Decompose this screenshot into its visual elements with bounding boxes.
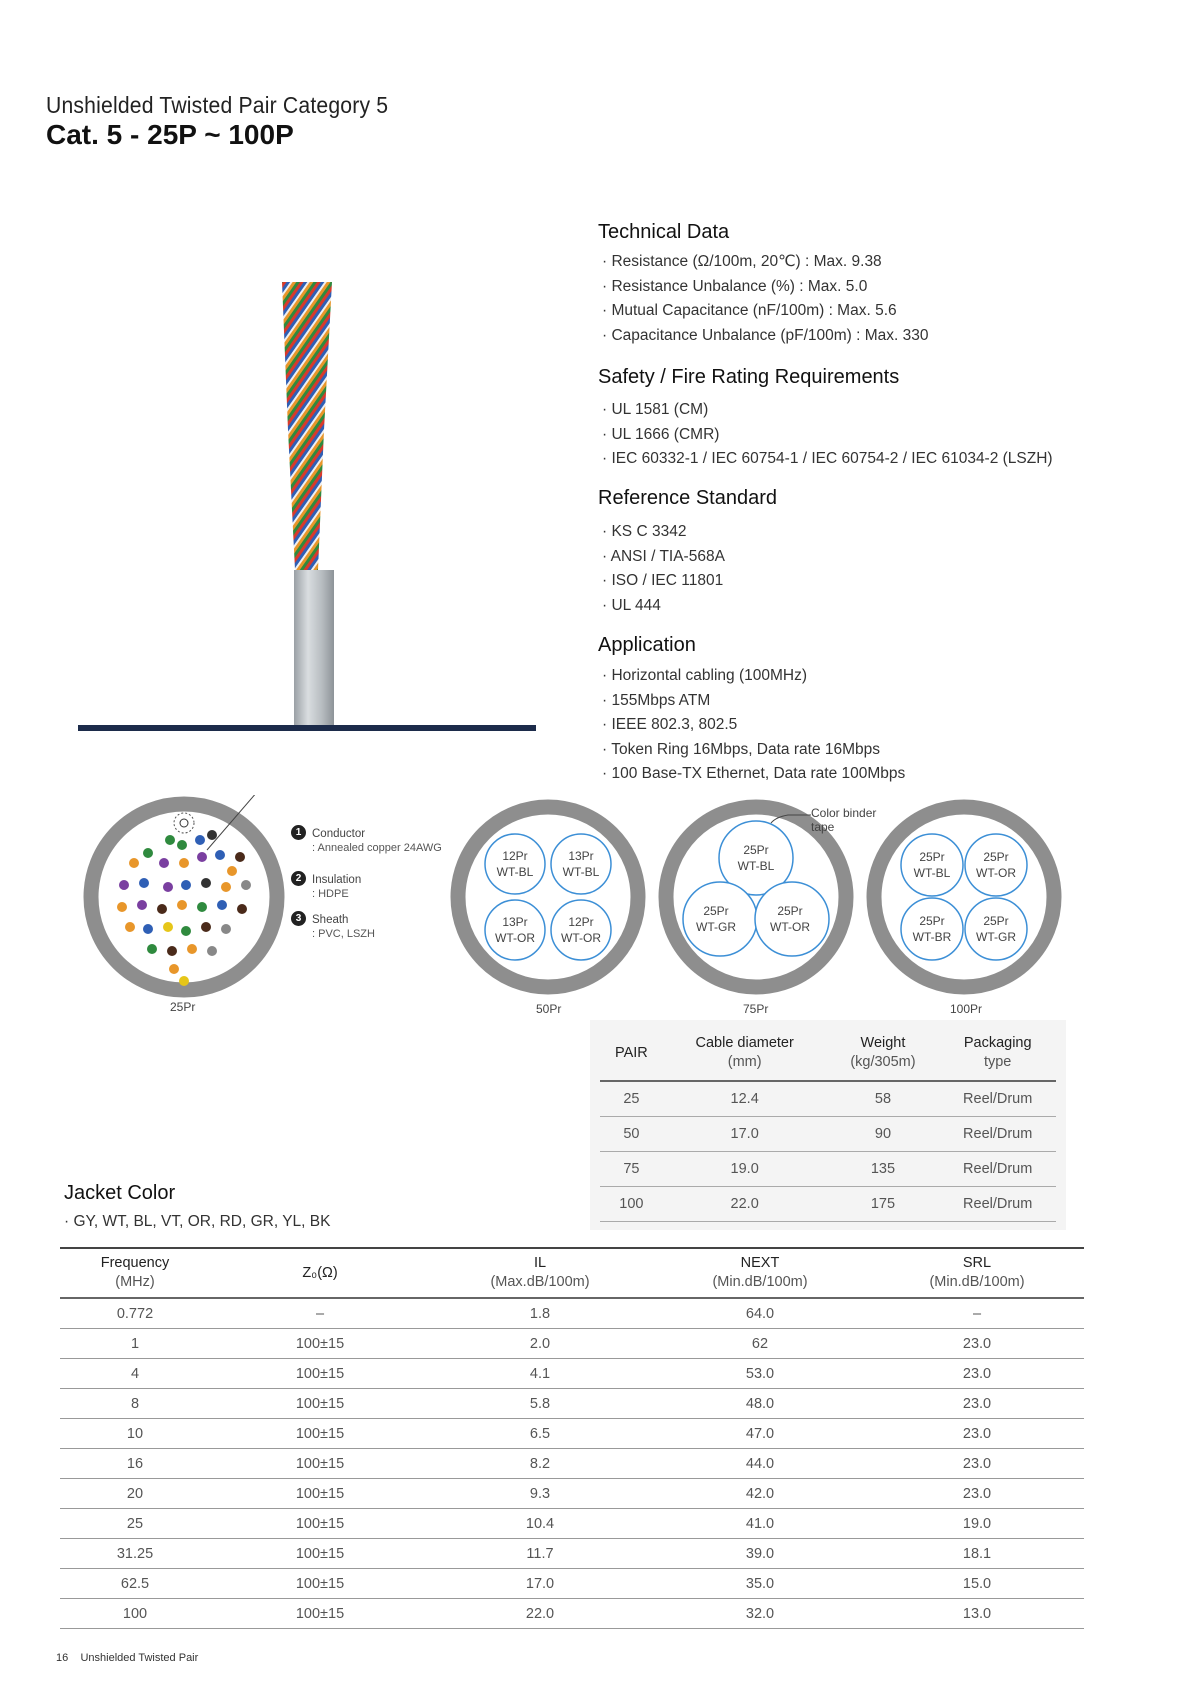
column-header: SRL (Min.dB/100m) — [870, 1248, 1084, 1298]
legend-label: Conductor — [312, 828, 366, 840]
legend-sub: : PVC, LSZH — [312, 928, 375, 940]
column-header: Z₀(Ω) — [210, 1248, 430, 1298]
sub-cable-color: WT-OR — [495, 931, 535, 945]
application-heading: Application — [598, 634, 696, 656]
table-cell: 42.0 — [650, 1479, 870, 1509]
table-cell: 47.0 — [650, 1419, 870, 1449]
table-row: 50 17.0 90 Reel/Drum — [600, 1117, 1056, 1152]
sub-cable-color: WT-GR — [976, 930, 1016, 944]
table-cell: – — [210, 1298, 430, 1329]
legend-label: Insulation — [312, 874, 362, 886]
legend-number: 2 — [291, 871, 306, 886]
legend-item — [291, 870, 442, 910]
table-cell: 31.25 — [60, 1539, 210, 1569]
list-item: · Token Ring 16Mbps, Data rate 16Mbps — [602, 738, 905, 763]
list-item: · Horizontal cabling (100MHz) — [602, 664, 905, 689]
caption-50pr: 50Pr — [536, 1002, 562, 1016]
list-item: · IEC 60332-1 / IEC 60754-1 / IEC 60754-2 / IEC 61034-2 (LSZH) — [602, 447, 1053, 472]
page-footer — [56, 1652, 198, 1664]
table-row — [60, 1419, 1084, 1449]
list-item: · Resistance Unbalance (%) : Max. 5.0 — [602, 275, 929, 300]
sub-cable-color: WT-BL — [913, 866, 951, 880]
table-cell: 20 — [60, 1479, 210, 1509]
footer-label: Unshielded Twisted Pair — [80, 1652, 199, 1664]
list-item: · Capacitance Unbalance (pF/100m) : Max. 330 — [602, 324, 929, 349]
table-cell: 15.0 — [870, 1569, 1084, 1599]
reference-list — [602, 520, 725, 618]
table-row — [60, 1329, 1084, 1359]
legend-sub: : Annealed copper 24AWG — [312, 842, 442, 854]
sub-cable-pairs: 25Pr — [703, 904, 729, 918]
column-header: Frequency (MHz) — [60, 1248, 210, 1298]
legend-item — [291, 824, 442, 870]
table-row: 25 12.4 58 Reel/Drum — [600, 1081, 1056, 1117]
technical-data-list — [602, 250, 929, 348]
twisted-pairs — [282, 282, 332, 570]
table-cell: 100±15 — [210, 1419, 430, 1449]
table-cell: 64.0 — [650, 1298, 870, 1329]
table-cell: 10.4 — [430, 1509, 650, 1539]
table-cell: 23.0 — [870, 1449, 1084, 1479]
table-cell: 23.0 — [870, 1419, 1084, 1449]
table-cell: 100±15 — [210, 1569, 430, 1599]
sub-cable-pairs: 25Pr — [983, 914, 1009, 928]
table-cell: 16 — [60, 1449, 210, 1479]
cross-section-50pr — [448, 797, 648, 997]
cable-sheath — [294, 570, 334, 730]
sub-cable-pairs: 25Pr — [743, 843, 769, 857]
table-cell: – — [870, 1298, 1084, 1329]
table-cell: 19.0 — [870, 1509, 1084, 1539]
page-subtitle: Unshielded Twisted Pair Category 5 — [46, 92, 389, 118]
table-cell: 44.0 — [650, 1449, 870, 1479]
column-header: IL (Max.dB/100m) — [430, 1248, 650, 1298]
sub-cable-pairs: 12Pr — [568, 915, 594, 929]
safety-heading: Safety / Fire Rating Requirements — [598, 366, 900, 388]
sub-cable-color: WT-BL — [562, 865, 600, 879]
column-header: NEXT (Min.dB/100m) — [650, 1248, 870, 1298]
sub-cable-color: WT-BR — [912, 930, 952, 944]
sub-cable-pairs: 25Pr — [777, 904, 803, 918]
table-header-row — [600, 1026, 1056, 1081]
legend-number: 1 — [291, 825, 306, 840]
table-row — [60, 1359, 1084, 1389]
sub-cable-pairs: 25Pr — [983, 850, 1009, 864]
sub-cable-pairs: 13Pr — [568, 849, 594, 863]
table-cell: 9.3 — [430, 1479, 650, 1509]
sub-cable-color: WT-OR — [770, 920, 810, 934]
list-item: · Mutual Capacitance (nF/100m) : Max. 5.6 — [602, 299, 929, 324]
table-cell: 8 — [60, 1389, 210, 1419]
column-header: Weight (kg/305m) — [827, 1026, 940, 1081]
safety-list — [602, 398, 1053, 472]
table-cell: 1.8 — [430, 1298, 650, 1329]
column-header: Cable diameter (mm) — [663, 1026, 827, 1081]
sub-cable-pairs: 25Pr — [919, 914, 945, 928]
table-cell: 100±15 — [210, 1509, 430, 1539]
cross-section-100pr — [864, 797, 1064, 997]
table-cell: 62 — [650, 1329, 870, 1359]
caption-25pr: 25Pr — [170, 1000, 196, 1014]
list-item: · GY, WT, BL, VT, OR, RD, GR, YL, BK — [64, 1210, 330, 1235]
list-item: · ANSI / TIA-568A — [602, 545, 725, 570]
table-cell: 25 — [60, 1509, 210, 1539]
table-cell: 4.1 — [430, 1359, 650, 1389]
pair-table — [600, 1026, 1056, 1222]
divider-rule — [78, 725, 536, 731]
caption-75pr: 75Pr — [743, 1002, 769, 1016]
sub-cable-pairs: 25Pr — [919, 850, 945, 864]
table-cell: 100±15 — [210, 1599, 430, 1629]
column-header: Packaging type — [939, 1026, 1056, 1081]
jacket-list — [64, 1210, 330, 1235]
table-cell: 10 — [60, 1419, 210, 1449]
page-number: 16 — [56, 1652, 69, 1664]
table-cell: 22.0 — [430, 1599, 650, 1629]
list-item: · UL 1666 (CMR) — [602, 423, 1053, 448]
jacket-heading: Jacket Color — [64, 1182, 176, 1204]
technical-data-heading: Technical Data — [598, 221, 730, 243]
table-cell: 4 — [60, 1359, 210, 1389]
table-row: 75 19.0 135 Reel/Drum — [600, 1152, 1056, 1187]
list-item: · UL 444 — [602, 594, 725, 619]
table-cell: 17.0 — [430, 1569, 650, 1599]
cross-section-25pr — [82, 795, 286, 999]
reference-heading: Reference Standard — [598, 487, 778, 509]
sub-cable-color: WT-OR — [976, 866, 1016, 880]
table-cell: 23.0 — [870, 1329, 1084, 1359]
table-cell: 100±15 — [210, 1359, 430, 1389]
list-item: · 155Mbps ATM — [602, 689, 905, 714]
table-cell: 6.5 — [430, 1419, 650, 1449]
table-cell: 1 — [60, 1329, 210, 1359]
legend-item — [291, 910, 442, 940]
table-cell: 0.772 — [60, 1298, 210, 1329]
table-cell: 53.0 — [650, 1359, 870, 1389]
column-header: PAIR — [600, 1026, 663, 1081]
binder-tape-label: Color binder tape — [811, 806, 877, 834]
table-row — [60, 1539, 1084, 1569]
table-cell: 100±15 — [210, 1389, 430, 1419]
list-item: · Resistance (Ω/100m, 20℃) : Max. 9.38 — [602, 250, 929, 275]
table-cell: 35.0 — [650, 1569, 870, 1599]
table-cell: 100±15 — [210, 1449, 430, 1479]
table-cell: 18.1 — [870, 1539, 1084, 1569]
table-row — [60, 1509, 1084, 1539]
table-row: 100 22.0 175 Reel/Drum — [600, 1187, 1056, 1222]
application-list — [602, 664, 905, 787]
table-cell: 11.7 — [430, 1539, 650, 1569]
table-cell: 8.2 — [430, 1449, 650, 1479]
sub-cable-pairs: 12Pr — [502, 849, 528, 863]
list-item: · KS C 3342 — [602, 520, 725, 545]
table-cell: 100±15 — [210, 1479, 430, 1509]
page-title: Cat. 5 - 25P ~ 100P — [46, 119, 294, 150]
sub-cable-color: WT-OR — [561, 931, 601, 945]
table-cell: 23.0 — [870, 1359, 1084, 1389]
table-cell: 100±15 — [210, 1539, 430, 1569]
sub-cable-pairs: 13Pr — [502, 915, 528, 929]
legend-number: 3 — [291, 911, 306, 926]
table-cell: 62.5 — [60, 1569, 210, 1599]
table-cell: 13.0 — [870, 1599, 1084, 1629]
table-row — [60, 1569, 1084, 1599]
table-cell: 41.0 — [650, 1509, 870, 1539]
list-item: · 100 Base-TX Ethernet, Data rate 100Mbps — [602, 762, 905, 787]
legend-label: Sheath — [312, 914, 349, 926]
caption-100pr: 100Pr — [950, 1002, 983, 1016]
table-row — [60, 1479, 1084, 1509]
table-row — [60, 1599, 1084, 1629]
sub-cable-color: WT-GR — [696, 920, 736, 934]
table-cell: 100 — [60, 1599, 210, 1629]
electrical-table — [60, 1247, 1084, 1629]
table-cell: 100±15 — [210, 1329, 430, 1359]
table-cell: 48.0 — [650, 1389, 870, 1419]
table-cell: 23.0 — [870, 1479, 1084, 1509]
legend — [291, 824, 442, 940]
table-cell: 2.0 — [430, 1329, 650, 1359]
table-cell: 23.0 — [870, 1389, 1084, 1419]
table-cell: 39.0 — [650, 1539, 870, 1569]
sub-cable-color: WT-BL — [496, 865, 534, 879]
cable-photo — [240, 270, 370, 730]
table-row — [60, 1389, 1084, 1419]
table-row — [60, 1449, 1084, 1479]
table-cell: 32.0 — [650, 1599, 870, 1629]
list-item: · ISO / IEC 11801 — [602, 569, 725, 594]
list-item: · IEEE 802.3, 802.5 — [602, 713, 905, 738]
list-item: · UL 1581 (CM) — [602, 398, 1053, 423]
sub-cable-color: WT-BL — [737, 859, 775, 873]
legend-sub: : HDPE — [312, 888, 349, 900]
table-cell: 5.8 — [430, 1389, 650, 1419]
table-row — [60, 1298, 1084, 1329]
table-header-row — [60, 1248, 1084, 1298]
